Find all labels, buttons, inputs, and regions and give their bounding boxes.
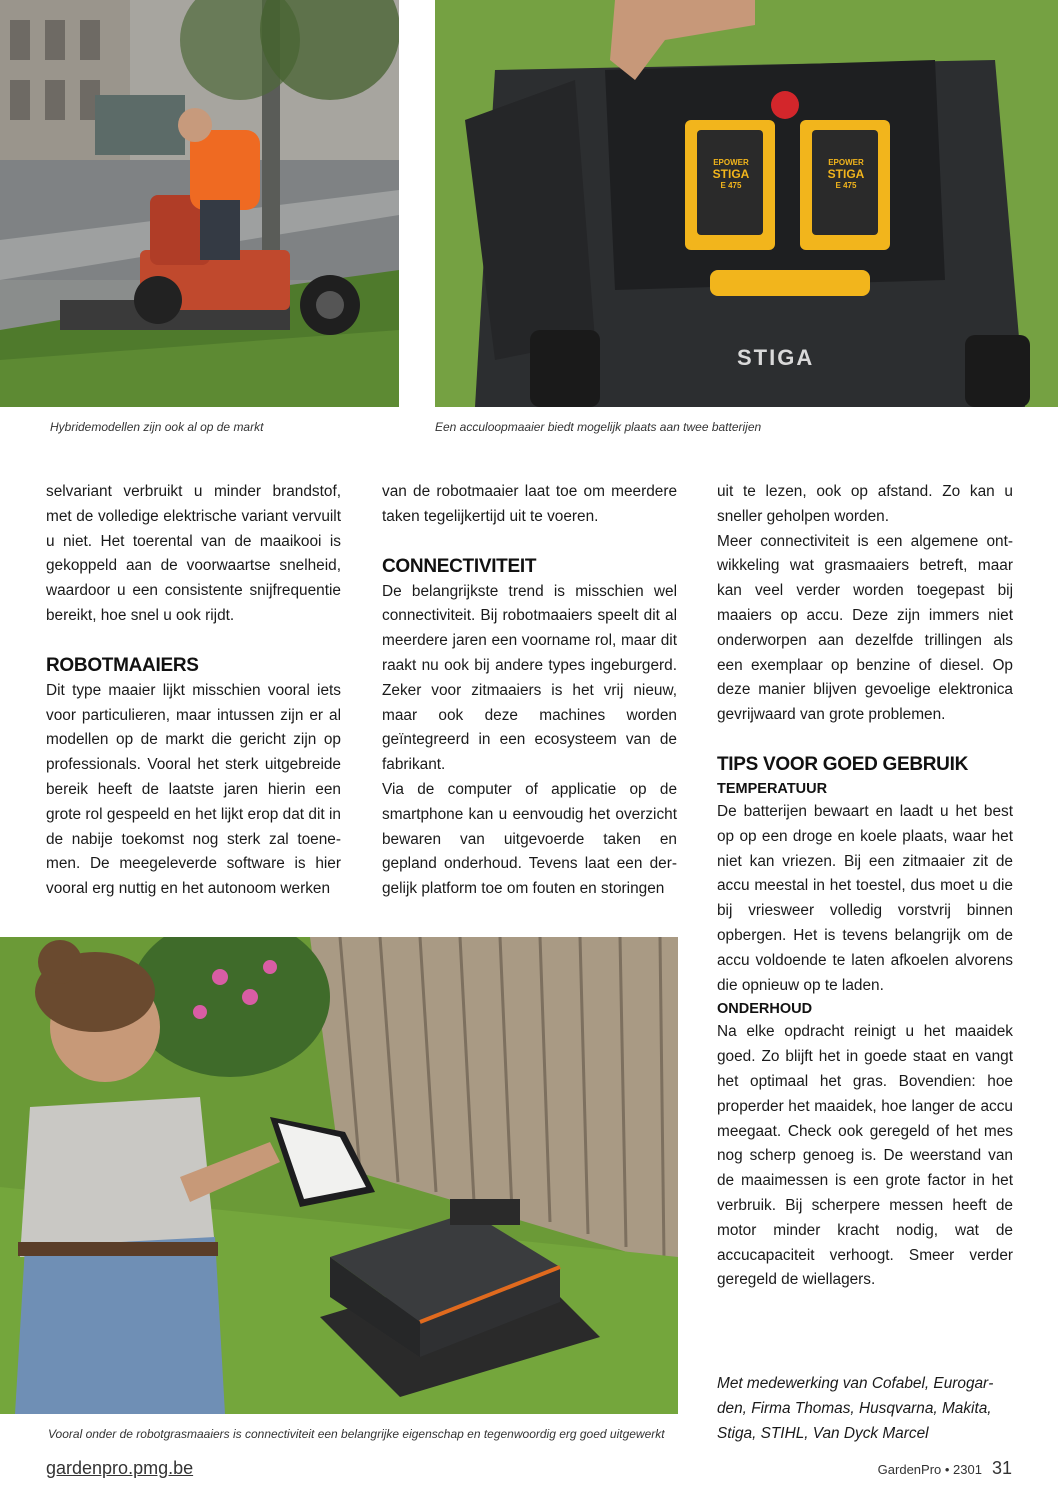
col3-paragraph-4: Na elke opdracht reinigt u het maaidek goed. Zo blijft het in goede staat en vangt het optimaal het gras. Bovendien: hoe properder het maaidek, hoe langer de accu meegaat. Check ook geregeld of het mes nog scherp genoeg is. De weerstand van de maaimessen is een grote factor in het verbruik. Bij scherpere messen heeft de motor minder kracht nodig, wat de accucapaciteit verhoogt. Smeer verder geregeld de wiellagers. xyxy=(717,1023,1013,1289)
footer-website-link[interactable]: gardenpro.pmg.be xyxy=(46,1458,194,1478)
article-column-3 xyxy=(717,480,1013,1293)
photo-battery-mower xyxy=(435,0,1058,407)
heading-robotmaaiers: ROBOTMAAIERS xyxy=(46,654,199,676)
heading-tips: TIPS VOOR GOED GEBRUIK xyxy=(717,753,968,775)
mower-brand-logo: STIGA xyxy=(737,345,815,370)
caption-battery-mower: Een acculoopmaaier biedt mogelijk plaats aan twee batterijen xyxy=(435,420,762,434)
battery-1-label: EPOWER STIGA E 475 xyxy=(712,158,750,190)
article-column-2 xyxy=(382,480,677,902)
footer-magazine: GardenPro • 2301 xyxy=(877,1462,982,1477)
article-column-1 xyxy=(46,480,341,902)
caption-robot-mower: Vooral onder de robotgrasmaaiers is connectiviteit een belangrijke eigenschap en tegenwoordig erg goed uitgewerkt xyxy=(48,1427,665,1441)
subheading-onderhoud: ONDERHOUD xyxy=(717,1001,813,1018)
caption-hybrid-mower: Hybridemodellen zijn ook al op de markt xyxy=(50,420,264,434)
footer-page-info xyxy=(878,1458,1012,1479)
page-number: 31 xyxy=(991,1458,1012,1478)
photo-hybrid-mower xyxy=(0,0,399,407)
col2-paragraph-3: Via de computer of applicatie op de smartphone kan u eenvoudig het overzicht bewaren van uitgevoerde taken en gepland onderhoud. Tevens laat een dergelijk platform toe om fouten en storingen xyxy=(382,780,677,898)
col1-paragraph-2: Dit type maaier lijkt misschien vooral iets voor particulieren, maar intussen zijn er al modellen op de markt die gericht zijn op professionals. Vooral het sterk uitgebreide bereik heeft de laatste jaren hierin een grote rol gespeeld en het lijkt erop dat dit in de nabije toekomst nog sterk zal toenemen. De meegeleverde software is hier vooral erg nuttig en het autonoom werken xyxy=(46,681,341,898)
col1-paragraph-1: selvariant verbruikt u minder brandstof, met de volledige elektrische variant vervuilt u niet. Het toerental van de maaikooi is gekoppeld aan de voorwaartse snelheid, waardoor u een consistente snijfrequentie bereikt, hoe snel u ook rijdt. xyxy=(46,483,341,624)
heading-connectiviteit: CONNECTIVITEIT xyxy=(382,555,537,577)
col3-paragraph-1: uit te lezen, ook op afstand. Zo kan u sneller geholpen worden. xyxy=(717,483,1013,525)
col2-paragraph-2: De belangrijkste trend is misschien wel connectiviteit. Bij robotmaaiers speelt dit al meerdere jaren een voorname rol, maar dit raakt nu ook bij andere types ingeburgerd. Zeker voor zitmaaiers is het vrij nieuw, maar ook deze machines worden geïntegreerd in een ecosysteem van de fabrikant. xyxy=(382,582,677,774)
photo-robot-mower xyxy=(0,937,678,1414)
battery-2-label: EPOWER STIGA E 475 xyxy=(827,158,865,190)
col3-paragraph-3: De batterijen bewaart en laadt u het best op op een droge en koele plaats, waar het niet kan vriezen. Bij een zitmaaier zit de accu meestal in het toestel, dus moet u die bij vriesweer volledig vorstvrij binnen opbergen. Het is tevens belangrijk om de accu voldoende te laten afkoelen alvorens die opnieuw op te laden. xyxy=(717,802,1013,994)
col3-paragraph-2: Meer connectiviteit is een algemene ontwikkeling wat grasmaaiers betreft, maar kan veel verder worden toegepast bij maaiers op accu. Deze zijn immers niet onderworpen aan dezelfde trillingen als een exemplaar op benzine of diesel. Op deze manier blijven gevoelige elektronica gevrijwaard van grote problemen. xyxy=(717,532,1013,724)
credits: Met medewerking van Cofabel, Eurogarden, Firma Thomas, Husqvarna, Makita, Stiga, STIHL, Van Dyck Marcel xyxy=(717,1375,994,1442)
col2-paragraph-1: van de robotmaaier laat toe om meerdere taken tegelijkertijd uit te voeren. xyxy=(382,483,677,525)
subheading-temperatuur: TEMPERATUUR xyxy=(717,780,828,797)
